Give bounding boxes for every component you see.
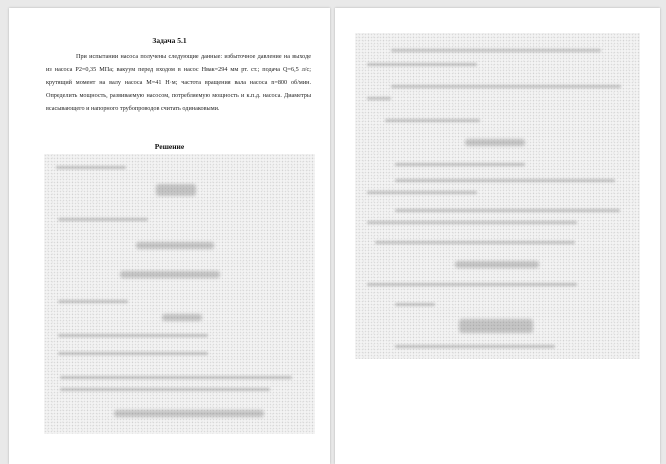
document-page-2	[335, 8, 660, 464]
scanned-solution-image-1	[44, 154, 315, 434]
solution-heading: Решение	[154, 142, 185, 151]
task-title: Задача 5.1	[152, 36, 187, 45]
problem-statement: При испытании насоса получены следующие данные: избыточное давление на выходе из насоса P2=0,35 МПа; вакуум перед входом в насос Hвак=294 мм рт. ст.; подача Q=6,5 л/с; крутящий момент на валу насоса M=41 Н·м; частота вращения вала насоса n=800 об/мин. Определить мощность, развиваемую насосом, потребляемую мощность и к.п.д. насоса. Диаметры всасывающего и напорного трубопроводов считать одинаковыми.	[46, 53, 311, 112]
scanned-solution-image-2	[355, 33, 640, 359]
document-page-1	[9, 8, 330, 464]
